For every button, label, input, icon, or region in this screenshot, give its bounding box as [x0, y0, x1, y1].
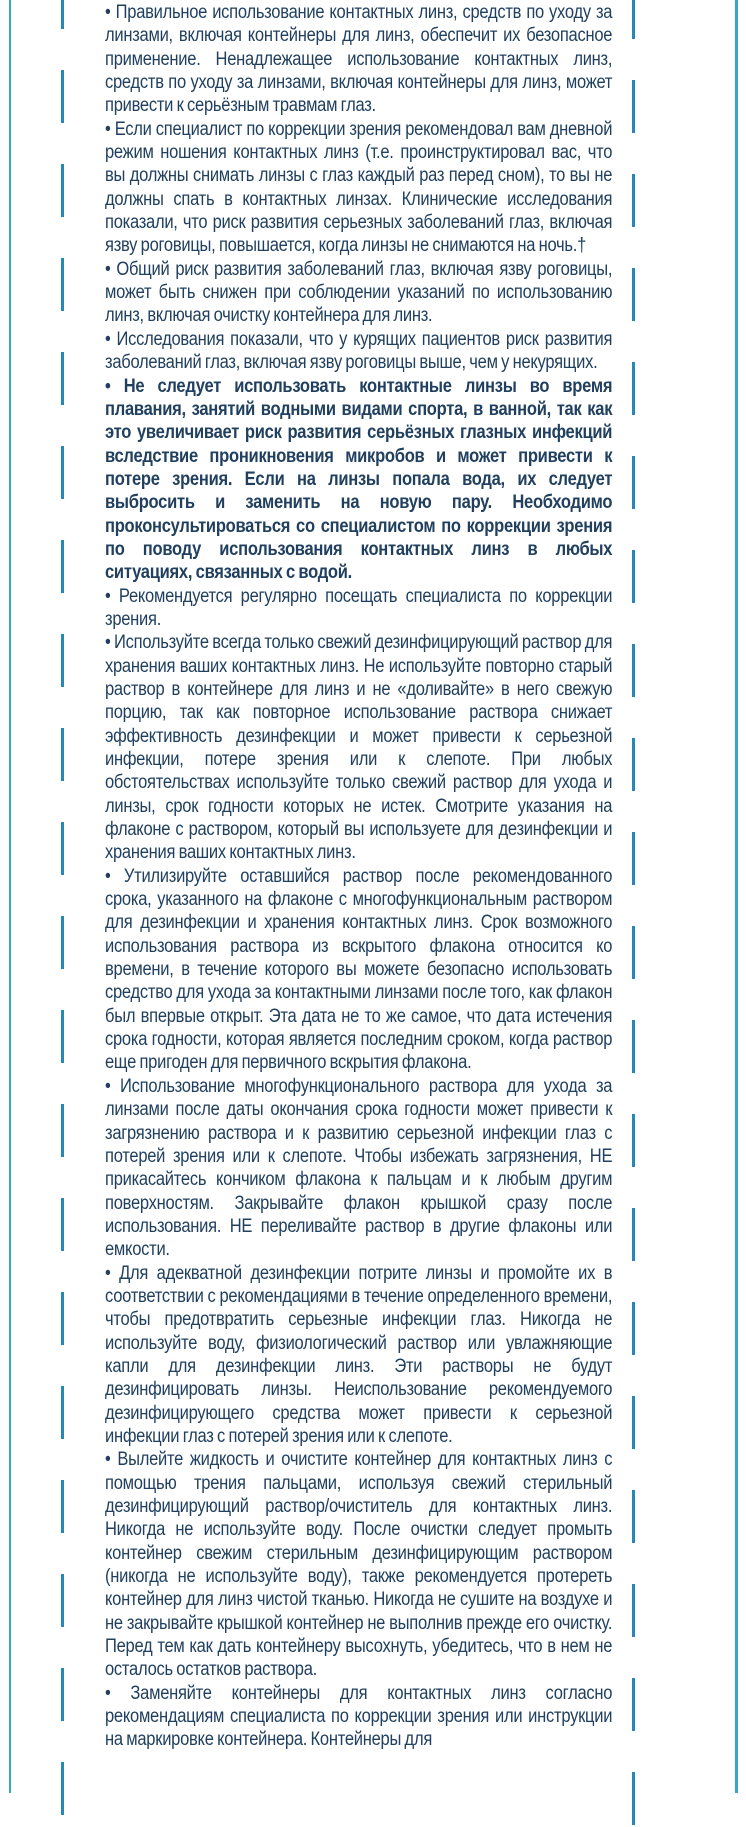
- fold-mark-left-dashed: [61, 0, 64, 1817]
- bullet-paragraph: • Правильное использование контактных линз, средств по уходу за линзами, включая контейнеры для линз, обеспечит их безопасное применение. Ненадлежащее использование контактных линз, средств по уходу за линзами, включая контейнеры для линз, может привести к серьёзным травмам глаз.: [105, 2, 613, 117]
- bullet-paragraph: • Рекомендуется регулярно посещать специалиста по коррекции зрения.: [105, 585, 613, 630]
- bullet-paragraph: • Заменяйте контейнеры для контактных линз согласно рекомендациям специалиста по коррекции зрения или инструкции на маркировке контейнера. Контейнеры для: [105, 1682, 613, 1751]
- trim-mark-left-solid: [9, 0, 11, 1793]
- trim-mark-right-solid: [735, 0, 738, 1793]
- bullet-paragraph: • Использование многофункционального раствора для ухода за линзами после даты окончания срока годности может привести к загрязнению раствора и к развитию серьезной инфекции глаз с потерей зрения или к слепоте. Чтобы избежать загрязнения, НЕ прикасайтесь кончиком флакона к пальцам и к любым другим поверхностям. Закрывайте флакон крышкой сразу после использования. НЕ переливайте раствор в другие флаконы или емкости.: [105, 1075, 613, 1261]
- fold-mark-right-dashed: [632, 0, 635, 1827]
- bullet-paragraph: • Исследования показали, что у курящих пациентов риск развития заболеваний глаз, включая язву роговицы выше, чем у некурящих.: [105, 328, 613, 374]
- bullet-paragraph: • Общий риск развития заболеваний глаз, включая язву роговицы, может быть снижен при соблюдении указаний по использованию линз, включая очистку контейнера для линз.: [105, 258, 613, 327]
- text-column: [105, 1, 612, 1752]
- bullet-paragraph: • Не следует использовать контактные линзы во время плавания, занятий водными видами спорта, в ванной, так как это увеличивает риск развития серьёзных глазных инфекций вследствие проникновения микробов и может привести к потере зрения. Если на линзы попала вода, их следует выбросить и заменить на новую пару. Необходимо проконсультироваться со специалистом по коррекции зрения по поводу использования контактных линз в любых ситуациях, связанных с водой.: [105, 375, 613, 584]
- bullet-paragraph: • Утилизируйте оставшийся раствор после рекомендованного срока, указанного на флаконе с многофункциональным раствором для дезинфекции и хранения контактных линз. Срок возможного использования раствора из вскрытого флакона относится ко времени, в течение которого вы можете безопасно использовать средство для ухода за контактными линзами после того, как флакон был впервые открыт. Эта дата не то же самое, что дата истечения срока годности, которая является последним сроком, когда раствор еще пригоден для первичного вскрытия флакона.: [105, 865, 613, 1074]
- bullet-paragraph: • Используйте всегда только свежий дезинфицирующий раствор для хранения ваших контактных линз. Не используйте повторно старый раствор в контейнере для линз и не «доливайте» в него свежую порцию, так как повторное использование раствора снижает эффективность дезинфекции и может привести к серьезной инфекции, потере зрения или к слепоте. При любых обстоятельствах используйте только свежий раствор для ухода и линзы, срок годности которых не истек. Смотрите указания на флаконе с раствором, который вы используете для дезинфекции и хранения ваших контактных линз.: [105, 632, 613, 864]
- bullet-paragraph: • Вылейте жидкость и очистите контейнер для контактных линз с помощью трения пальцами, используя свежий стерильный дезинфицирующий раствор/очиститель для контактных линз. Никогда не используйте воду. После очистки следует промыть контейнер свежим стерильным дезинфицирующим раствором (никогда не используйте воду), также рекомендуется протереть контейнер для линз чистой тканью. Никогда не сушите на воздухе и не закрывайте крышкой контейнер не выполнив прежде его очистку. Перед тем как дать контейнеру высохнуть, убедитесь, что в нем не осталось остатков раствора.: [105, 1449, 613, 1681]
- bullet-paragraph: • Для адекватной дезинфекции потрите линзы и промойте их в соответствии с рекомендациями в течение определенного времени, чтобы предотвратить серьезные инфекции глаз. Никогда не используйте воду, физиологический раствор или увлажняющие капли для дезинфекции линз. Эти растворы не будут дезинфицировать линзы. Неиспользование рекомендуемого дезинфицирующего средства может привести к серьезной инфекции глаз с потерей зрения или к слепоте.: [105, 1262, 613, 1447]
- bullet-paragraph: • Если специалист по коррекции зрения рекомендовал вам дневной режим ношения контактных линз (т.е. проинструктировал вас, что вы должны снимать линзы с глаз каждый раз перед сном), то вы не должны спать в контактных линзах. Клинические исследования показали, что риск развития серьезных заболеваний глаз, включая язву роговицы, повышается, когда линзы не снимаются на ночь.†: [105, 118, 613, 257]
